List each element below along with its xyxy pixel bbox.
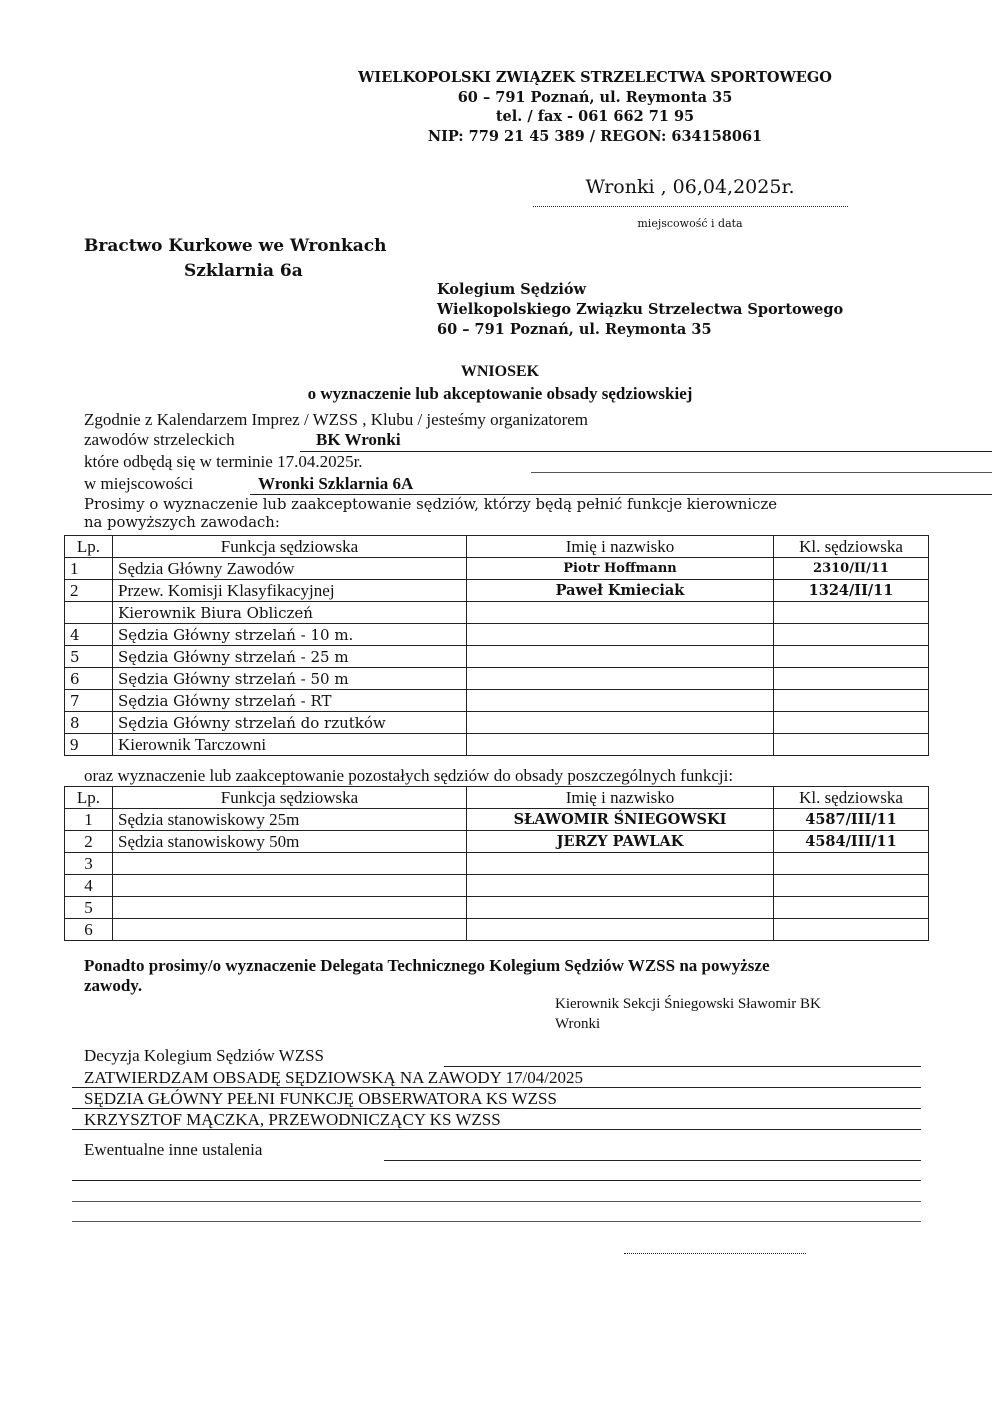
delegate-request-line-2: zawody. [84, 976, 143, 995]
cell-name[interactable] [467, 919, 774, 941]
decision-line-1[interactable]: ZATWIERDZAM OBSADĘ SĘDZIOWSKĄ NA ZAWODY 17/04/2025 [84, 1068, 584, 1087]
recipient-line-1: Kolegium Sędziów [437, 281, 587, 298]
document-subtitle: o wyznaczenie lub akceptowanie obsady sędziowskiej [307, 384, 693, 403]
header-function: Funkcja sędziowska [113, 787, 467, 809]
cell-lp: 6 [65, 668, 113, 690]
cell-class[interactable] [774, 646, 929, 668]
other-arrangements-line-2[interactable] [72, 1201, 921, 1202]
cell-function[interactable] [113, 919, 467, 941]
position-judges-table [64, 786, 929, 941]
cell-name[interactable] [467, 624, 774, 646]
letterhead [340, 68, 850, 146]
cell-class[interactable] [774, 624, 929, 646]
header-name: Imię i nazwisko [467, 787, 774, 809]
header-class: Kl. sędziowska [774, 787, 929, 809]
cell-class[interactable] [774, 690, 929, 712]
cell-class[interactable]: 2310/II/11 [774, 558, 929, 580]
decision-underline [444, 1066, 921, 1067]
cell-function: Sędzia Główny strzelań - RT [113, 690, 467, 712]
cell-function: Sędzia Główny strzelań do rzutków [113, 712, 467, 734]
table-row [65, 853, 929, 875]
cell-lp: 3 [65, 853, 113, 875]
signature-line-1: Kierownik Sekcji Śniegowski Sławomir BK [555, 996, 821, 1012]
cell-name[interactable] [467, 646, 774, 668]
decision-line-2[interactable]: SĘDZIA GŁÓWNY PEŁNI FUNKCJĘ OBSERWATORA KS WZSS [84, 1089, 557, 1108]
cell-class[interactable] [774, 875, 929, 897]
table-row [65, 734, 929, 756]
place-date-caption: miejscowość i data [637, 217, 743, 230]
place-date-value: Wronki , 06,04,2025r. [585, 176, 795, 198]
signature-dotted-line [624, 1253, 806, 1254]
other-arrangements-line-3[interactable] [72, 1221, 921, 1222]
table-row [65, 602, 929, 624]
cell-lp: 2 [65, 580, 113, 602]
cell-class[interactable]: 4584/III/11 [774, 831, 929, 853]
decision-rule-2 [72, 1108, 921, 1109]
document-title: WNIOSEK [460, 363, 540, 380]
cell-function: Kierownik Biura Obliczeń [113, 602, 467, 624]
cell-name[interactable] [467, 875, 774, 897]
table-row [65, 897, 929, 919]
request-line-2: na powyższych zawodach: [84, 514, 280, 531]
cell-name[interactable]: SŁAWOMIR ŚNIEGOWSKI [467, 809, 774, 831]
cell-function[interactable] [113, 875, 467, 897]
cell-class[interactable]: 1324/II/11 [774, 580, 929, 602]
table-row [65, 831, 929, 853]
org-ids: NIP: 779 21 45 389 / REGON: 634158061 [427, 127, 763, 145]
table-row [65, 809, 929, 831]
org-phone: tel. / fax - 061 662 71 95 [495, 108, 695, 125]
date-label: które odbędą się w terminie 17.04.2025r. [84, 452, 363, 471]
header-lp: Lp. [65, 787, 113, 809]
cell-name[interactable] [467, 853, 774, 875]
signature-line-2: Wronki [555, 1016, 601, 1032]
competition-value[interactable]: BK Wronki [316, 430, 401, 449]
table-header-row [65, 787, 929, 809]
cell-function: Sędzia Główny strzelań - 10 m. [113, 624, 467, 646]
cell-name[interactable] [467, 712, 774, 734]
sender-address: Szklarnia 6a [184, 261, 303, 281]
cell-lp: 8 [65, 712, 113, 734]
cell-class[interactable] [774, 919, 929, 941]
cell-name[interactable] [467, 897, 774, 919]
table2-intro: oraz wyznaczenie lub zaakceptowanie pozostałych sędziów do obsady poszczególnych funkcji: [84, 766, 734, 785]
table-header-row [65, 536, 929, 558]
org-address: 60 – 791 Poznań, ul. Reymonta 35 [457, 88, 733, 106]
cell-lp: 4 [65, 624, 113, 646]
cell-lp: 6 [65, 919, 113, 941]
competition-label: zawodów strzeleckich [84, 430, 235, 449]
decision-label: Decyzja Kolegium Sędziów WZSS [84, 1046, 325, 1065]
org-name: WIELKOPOLSKI ZWIĄZEK STRZELECTWA SPORTOWEGO [358, 69, 832, 86]
cell-lp: 4 [65, 875, 113, 897]
place-label: w miejscowości [84, 474, 194, 493]
cell-lp: 5 [65, 646, 113, 668]
cell-class[interactable] [774, 668, 929, 690]
header-class: Kl. sędziowska [774, 536, 929, 558]
cell-function: Sędzia Główny strzelań - 50 m [113, 668, 467, 690]
delegate-request-line-1: Ponadto prosimy/o wyznaczenie Delegata Technicznego Kolegium Sędziów WZSS na powyższe [84, 956, 770, 975]
table-row [65, 875, 929, 897]
table-row [65, 919, 929, 941]
header-name: Imię i nazwisko [467, 536, 774, 558]
cell-name[interactable]: JERZY PAWLAK [467, 831, 774, 853]
table-row [65, 668, 929, 690]
cell-class[interactable] [774, 602, 929, 624]
place-underline [250, 494, 992, 495]
place-date-dotted-line [533, 206, 848, 207]
cell-function[interactable] [113, 853, 467, 875]
leading-judges-table [64, 535, 929, 756]
cell-lp: 9 [65, 734, 113, 756]
header-lp: Lp. [65, 536, 113, 558]
other-arrangements-underline[interactable] [384, 1160, 921, 1161]
cell-class[interactable] [774, 897, 929, 919]
place-value[interactable]: Wronki Szklarnia 6A [258, 474, 414, 493]
date-underline [531, 472, 992, 473]
cell-lp: 7 [65, 690, 113, 712]
cell-name[interactable]: Paweł Kmieciak [467, 580, 774, 602]
cell-lp: 5 [65, 897, 113, 919]
cell-name[interactable] [467, 690, 774, 712]
cell-function[interactable] [113, 897, 467, 919]
cell-function: Sędzia Główny strzelań - 25 m [113, 646, 467, 668]
cell-function: Przew. Komisji Klasyfikacyjnej [113, 580, 467, 602]
recipient-block [437, 280, 843, 340]
table-row [65, 580, 929, 602]
decision-rule-3 [72, 1129, 921, 1130]
cell-function: Sędzia Główny Zawodów [113, 558, 467, 580]
cell-function: Kierownik Tarczowni [113, 734, 467, 756]
decision-line-3[interactable]: KRZYSZTOF MĄCZKA, PRZEWODNICZĄCY KS WZSS [84, 1110, 501, 1129]
cell-name[interactable] [467, 734, 774, 756]
other-arrangements-line-1[interactable] [72, 1180, 921, 1181]
table-row [65, 624, 929, 646]
cell-function[interactable]: Sędzia stanowiskowy 50m [113, 831, 467, 853]
signature-block [555, 994, 821, 1034]
sender-block [84, 234, 387, 284]
cell-class[interactable]: 4587/III/11 [774, 809, 929, 831]
other-arrangements-label: Ewentualne inne ustalenia [84, 1140, 263, 1159]
recipient-line-3: 60 – 791 Poznań, ul. Reymonta 35 [437, 321, 712, 338]
table-row [65, 712, 929, 734]
header-function: Funkcja sędziowska [113, 536, 467, 558]
cell-class[interactable] [774, 712, 929, 734]
request-line-1: Prosimy o wyznaczenie lub zaakceptowanie sędziów, którzy będą pełnić funkcje kierownicze [84, 496, 778, 513]
recipient-line-2: Wielkopolskiego Związku Strzelectwa Sportowego [437, 301, 844, 318]
competition-underline [300, 451, 992, 452]
cell-lp: 1 [65, 809, 113, 831]
cell-name[interactable]: Piotr Hoffmann [467, 558, 774, 580]
cell-name[interactable] [467, 668, 774, 690]
cell-class[interactable] [774, 734, 929, 756]
table-row [65, 558, 929, 580]
sender-name: Bractwo Kurkowe we Wronkach [84, 236, 387, 256]
cell-lp [65, 602, 113, 624]
decision-rule-1 [72, 1087, 921, 1088]
cell-lp: 1 [65, 558, 113, 580]
table-row [65, 690, 929, 712]
intro-line-1: Zgodnie z Kalendarzem Imprez / WZSS , Klubu / jesteśmy organizatorem [84, 410, 589, 429]
cell-lp: 2 [65, 831, 113, 853]
cell-function[interactable]: Sędzia stanowiskowy 25m [113, 809, 467, 831]
cell-name[interactable] [467, 602, 774, 624]
cell-class[interactable] [774, 853, 929, 875]
table-row [65, 646, 929, 668]
